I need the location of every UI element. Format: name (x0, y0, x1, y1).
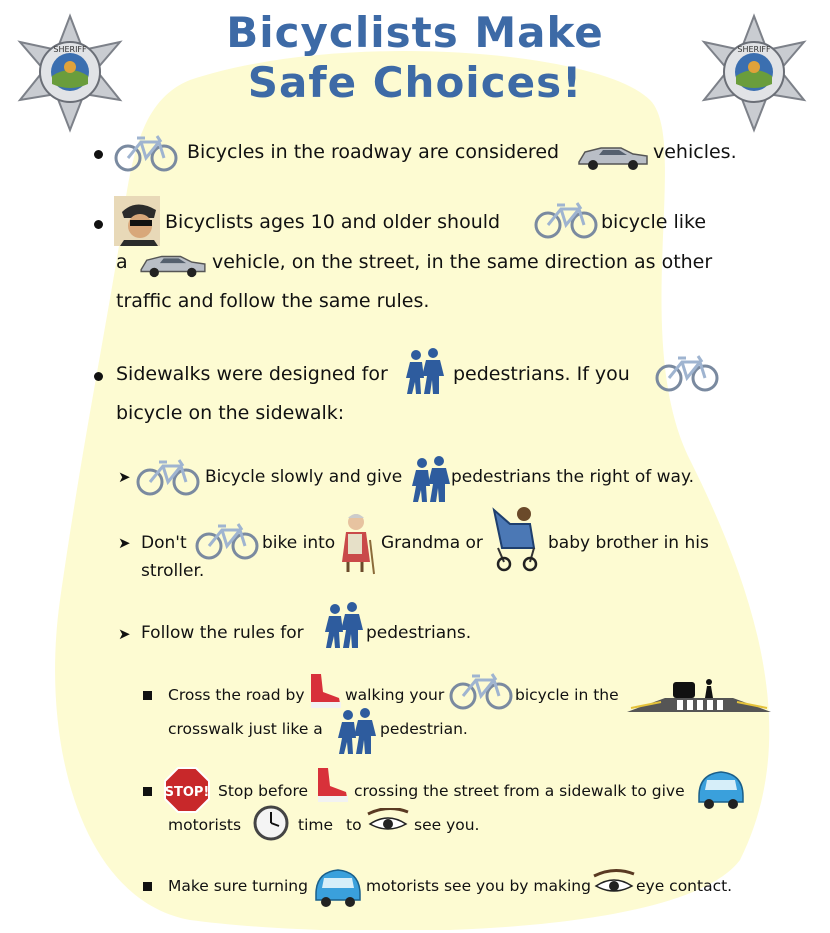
rule1-text-a: Cross the road by (168, 686, 305, 704)
crosswalk-icon (625, 676, 773, 716)
sub1-text-a: Bicycle slowly and give (205, 467, 403, 487)
rule1-text-d: crosswalk just like a (168, 720, 323, 738)
square-marker (143, 882, 152, 891)
bullet3-text-c: bicycle on the sidewalk: (116, 402, 345, 424)
arrow-marker: ➤ (118, 534, 131, 552)
rule1-text-e: pedestrian. (380, 720, 468, 738)
sneaker-icon (312, 766, 352, 806)
sub2-text-e: stroller. (141, 561, 205, 581)
bullet-marker (94, 372, 103, 381)
sub3-text-b: pedestrians. (366, 623, 472, 643)
rule1-text-b: walking your (345, 686, 445, 704)
title-line-2: Safe Choices! (247, 58, 583, 107)
bicycle-icon (135, 456, 201, 496)
arrow-marker: ➤ (118, 468, 131, 486)
grandma-icon (338, 512, 378, 576)
bullet1-text-b: vehicles. (653, 141, 737, 163)
cyclist-helmet-icon (114, 196, 160, 246)
rule2-text-b: crossing the street from a sidewalk to give (354, 782, 685, 800)
sub1-text-b: pedestrians the right of way. (451, 467, 694, 487)
bullet1-text-a: Bicycles in the roadway are considered (187, 141, 560, 163)
bullet2-text-a: Bicyclists ages 10 and older should (165, 211, 501, 233)
pedestrians-icon (408, 456, 452, 504)
square-marker (143, 787, 152, 796)
bullet2-text-c: a (116, 251, 128, 273)
bullet2-text-e: traffic and follow the same rules. (116, 290, 430, 312)
sub3-text-a: Follow the rules for (141, 623, 304, 643)
car-icon (137, 249, 209, 279)
blue-car-icon (695, 766, 747, 810)
sub2-text-c: Grandma or (381, 533, 483, 553)
rule3-text-b: motorists see you by making (366, 877, 591, 895)
pedestrians-icon (321, 602, 365, 650)
rule1-text-c: bicycle in the (515, 686, 619, 704)
eye-icon (592, 868, 636, 898)
title-line-1: Bicyclists Make (226, 8, 604, 57)
bullet2-text-d: vehicle, on the street, in the same direction as other (212, 251, 713, 273)
svg-text:STOP!: STOP! (164, 785, 210, 800)
eye-icon (366, 808, 410, 834)
sub2-text-a: Don't (141, 533, 187, 553)
rule2-text-d: time (298, 816, 334, 834)
rule2-text-c: motorists (168, 816, 242, 834)
pedestrians-icon (402, 348, 446, 396)
svg-text:SHERIFF: SHERIFF (737, 45, 771, 54)
sheriff-badge-icon (8, 12, 132, 136)
bicycle-icon (194, 520, 260, 560)
clock-icon (252, 804, 290, 842)
rule3-text-c: eye contact. (636, 877, 733, 895)
bullet3-text-b: pedestrians. If you (453, 363, 630, 385)
blue-car-icon (312, 864, 364, 908)
svg-text:SHERIFF: SHERIFF (53, 45, 87, 54)
stop-sign-icon (163, 766, 211, 814)
sneaker-icon (305, 672, 345, 712)
rule2-text-f: see you. (414, 816, 480, 834)
square-marker (143, 691, 152, 700)
pedestrians-icon (334, 708, 378, 756)
sheriff-badge-icon (692, 12, 816, 136)
sub2-text-b: bike into (262, 533, 336, 553)
rule2-text-e: to (346, 816, 362, 834)
bicycle-icon (533, 199, 599, 239)
bicycle-icon (448, 670, 514, 710)
bicycle-icon (113, 132, 179, 172)
page-title (150, 8, 680, 108)
rule3-text-a: Make sure turning (168, 877, 308, 895)
bicycle-icon (654, 352, 720, 392)
car-icon (575, 140, 651, 172)
bullet-marker (94, 220, 103, 229)
bullet-marker (94, 150, 103, 159)
sub2-text-d: baby brother in his (548, 533, 709, 553)
bullet3-text-a: Sidewalks were designed for (116, 363, 388, 385)
arrow-marker: ➤ (118, 625, 131, 643)
stroller-icon (490, 504, 546, 572)
rule2-text-a: Stop before (218, 782, 309, 800)
bullet2-text-b: bicycle like (601, 211, 707, 233)
